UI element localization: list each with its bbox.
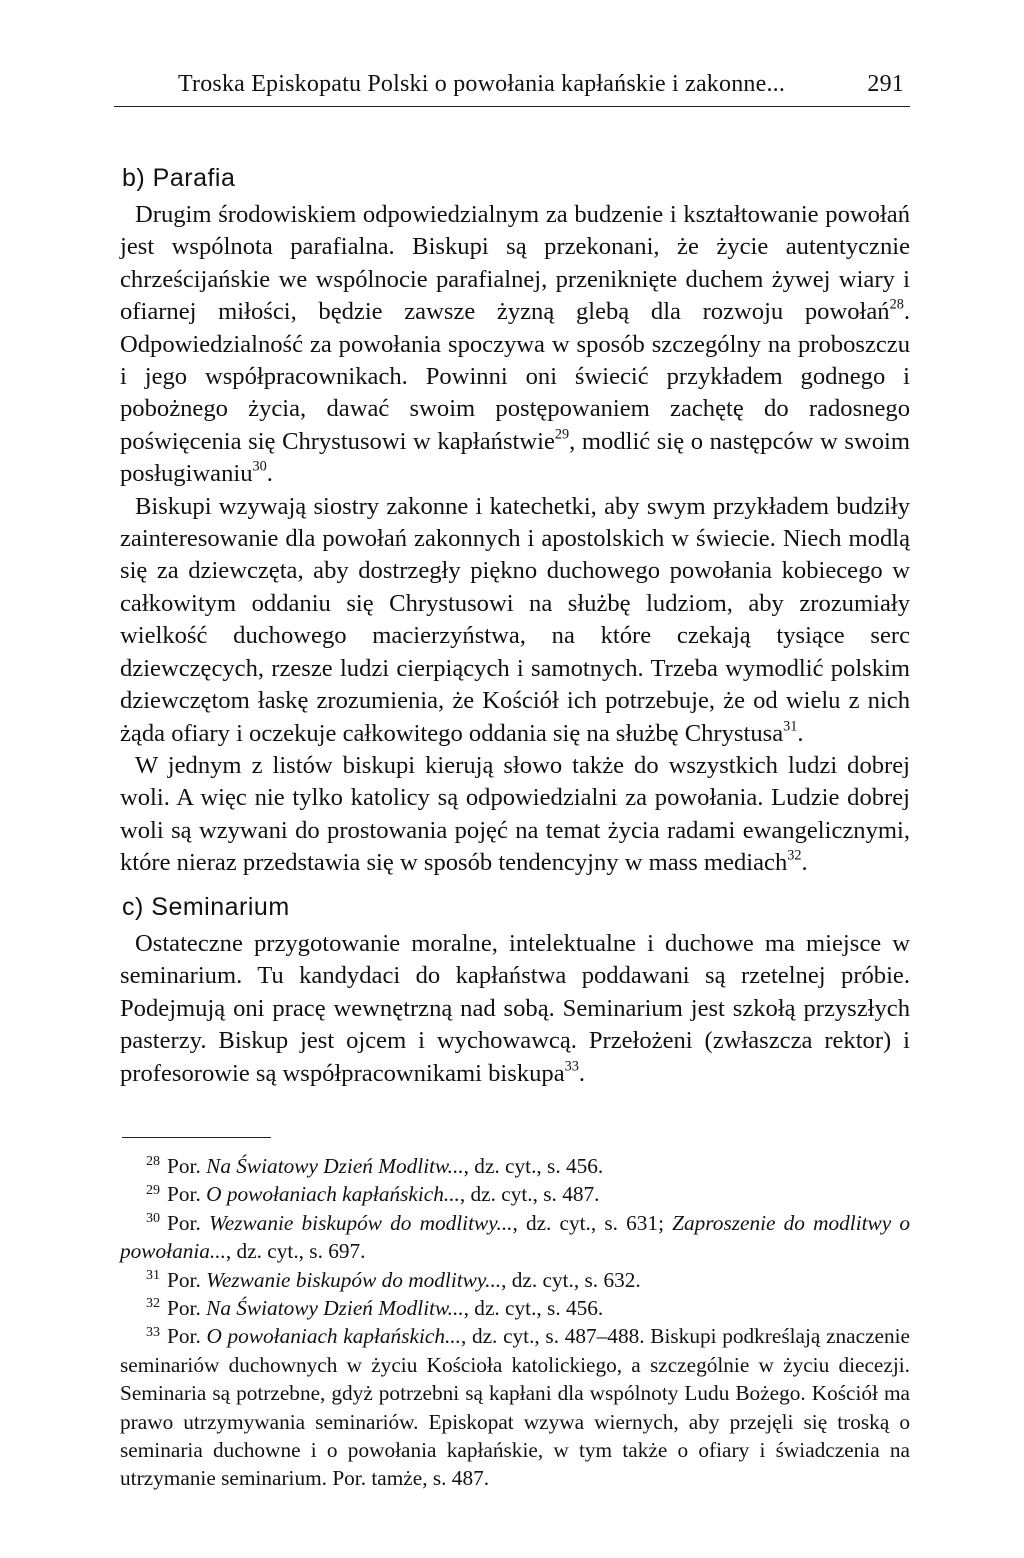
paragraph-text: . Odpowiedzialność za powołania spoczywa w sposób szczególny na proboszczu i jego współpracownikach. Powinni oni świecić przykładem godnego i pobożnego życia, dawać swoim postępowaniem zachętę do radosnego poświęcenia się Chrystusowi w kapłaństwie: [120, 298, 910, 455]
footnote-number: 31: [146, 1266, 161, 1283]
paragraph-text: Drugim środowiskiem odpowiedzialnym za budzenie i kształtowanie powołań jest wspólnota parafialna. Biskupi są przekonani, że życie autentycznie chrześcijańskie we wspólnocie parafialnej, przeniknięte duchem żywej wiary i ofiarnej miłości, będzie zawsze żyzną glebą dla rozwoju powołań: [120, 201, 910, 326]
paragraph: [120, 491, 910, 750]
footnote-ref: 31: [783, 717, 798, 734]
footnote-number: 29: [146, 1181, 161, 1198]
paragraph-text: Ostateczne przygotowanie moralne, intelektualne i duchowe ma miejsce w seminarium. Tu kandydaci do kapłaństwa poddawani są rzetelnej próbie. Podejmują oni pracę wewnętrzną nad sobą. Seminarium jest szkołą przyszłych pasterzy. Biskup jest ojcem i wychowawcą. Przełożeni (zwłaszcza rektor) i profesorowie są współpracownikami biskupa: [120, 930, 910, 1087]
footnote-ref: 32: [787, 847, 802, 864]
footnote-text: Por.: [167, 1296, 207, 1321]
footnote-ref: 30: [252, 458, 267, 475]
paragraph: [120, 199, 910, 491]
footnote-title: Na Światowy Dzień Modlitw...: [206, 1296, 464, 1321]
paragraph-text: .: [578, 1059, 586, 1087]
footnote-title: Wezwanie biskupów do modlitwy...: [206, 1267, 502, 1292]
section-body-parafia: [120, 199, 910, 880]
footnote-text: Por.: [167, 1182, 207, 1207]
footnote-title: Na Światowy Dzień Modlitw...: [206, 1154, 464, 1178]
footnote-title: Wezwanie biskupów do modlitwy...: [208, 1210, 513, 1235]
footnote-number: 32: [146, 1295, 161, 1312]
footnote-31: [120, 1266, 910, 1294]
footnote-title: O powołaniach kapłańskich...: [206, 1182, 460, 1207]
footnote-number: 28: [146, 1153, 161, 1170]
footnote-text: Por.: [167, 1324, 207, 1349]
footnote-text: , dz. cyt., s. 487.: [459, 1182, 600, 1207]
paragraph: [120, 750, 910, 880]
paragraph: [120, 928, 910, 1090]
footnote-28: [120, 1152, 910, 1180]
footnote-29: [120, 1180, 910, 1208]
footnote-title: O powołaniach kapłańskich...: [206, 1324, 461, 1349]
paragraph-text: W jednym z listów biskupi kierują słowo także do wszystkich ludzi dobrej woli. A więc nie tylko katolicy są odpowiedzialni za powołania. Ludzie dobrej woli są wzywani do prostowania pojęć na temat życia radami ewangelicznymi, które nieraz przedstawia się w sposób tendencyjny w mass mediach: [120, 751, 910, 877]
section-heading-parafia: b) Parafia: [122, 164, 236, 192]
paragraph-text: Biskupi wzywają siostry zakonne i katechetki, aby swym przykładem budziły zainteresowanie dla powołań zakonnych i apostolskich w świecie. Niech modlą się za dziewczęta, aby dostrzegły piękno duchowego powołania kobiecego w całkowitym oddaniu się Chrystusowi na służbę ludziom, aby zrozumiały wielkość duchowego macierzyństwa, na które czekają tysiące serc dziewczęcych, rzesze ludzi cierpiących i samotnych. Trzeba wymodlić polskim dziewczętom łaskę zrozumienia, że Kościół ich potrzebuje, że od wielu z nich żąda ofiary i oczekuje całkowitego oddania się na służbę Chrystusa: [120, 492, 910, 747]
footnote-text: , dz. cyt., s. 487–488. Biskupi podkreślają znaczenie seminariów duchownych w życiu Kościoła katolickiego, a szczególnie w życiu diecezji. Seminaria są potrzebne, gdyż potrzebni są kapłani dla wspólnoty Ludu Bożego. Kościół ma prawo utrzymywania seminariów. Episkopat wzywa wiernych, aby przejęli się troską o seminaria duchowne i o powołania kapłańskie, w tym także o ofiary i świadczenia na utrzymanie seminarium. Por. tamże, s. 487.: [120, 1324, 910, 1491]
footnote-32: [120, 1294, 910, 1322]
footnote-text: , dz. cyt., s. 456.: [463, 1296, 604, 1321]
paragraph-text: .: [266, 460, 273, 488]
footnote-text: Por.: [167, 1210, 209, 1235]
section-body-seminarium: [120, 928, 910, 1090]
paragraph-text: .: [801, 849, 808, 877]
running-title: Troska Episkopatu Polski o powołania kapłańskie i zakonne...: [178, 71, 786, 97]
footnote-text: , dz. cyt., s. 631;: [512, 1210, 673, 1235]
section-heading-seminarium: c) Seminarium: [122, 893, 290, 921]
footnote-text: Por.: [167, 1267, 207, 1292]
footnote-ref: 29: [554, 426, 570, 443]
footnote-text: , dz. cyt., s. 697.: [225, 1239, 366, 1264]
footnote-text: , dz. cyt., s. 456.: [463, 1154, 604, 1178]
paragraph-text: , modlić się o następców w swoim posługiwaniu: [120, 427, 911, 488]
footnote-title: Zaproszenie do modlitwy o powołania...: [120, 1210, 910, 1264]
footnote-text: , dz. cyt., s. 632.: [501, 1267, 641, 1292]
footnote-ref: 33: [564, 1057, 579, 1074]
footnote-text: Por.: [167, 1154, 207, 1178]
footnote-number: 30: [146, 1210, 161, 1227]
footnote-30: [120, 1209, 910, 1266]
footnote-ref: 28: [889, 296, 904, 313]
page-number: 291: [867, 71, 904, 97]
footnotes: [120, 1152, 910, 1493]
footnote-separator: [122, 1137, 271, 1138]
paragraph-text: .: [797, 719, 804, 747]
footnote-number: 33: [146, 1323, 161, 1340]
running-header: [114, 66, 910, 107]
footnote-33: [120, 1322, 910, 1492]
